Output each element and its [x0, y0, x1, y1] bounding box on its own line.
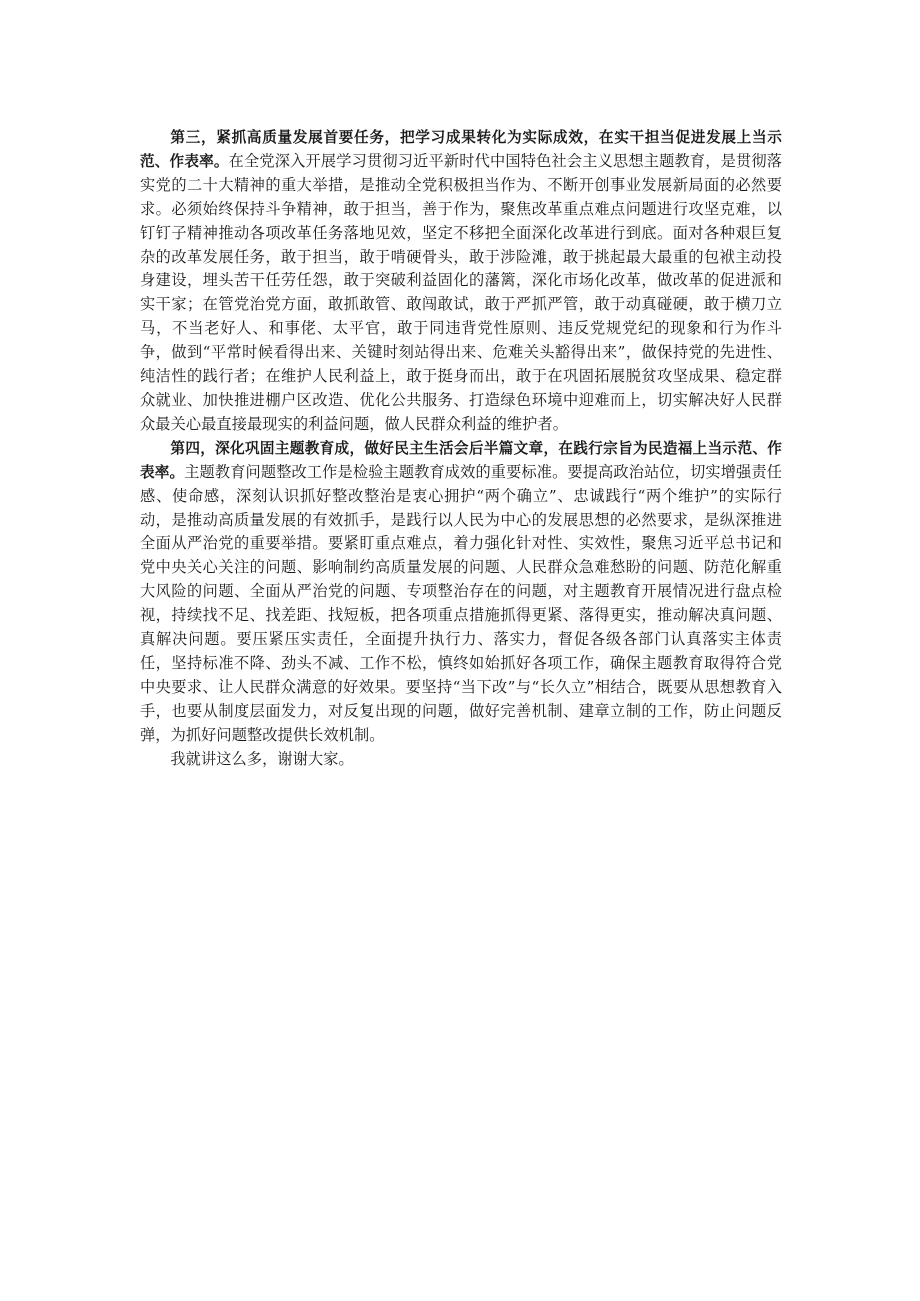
paragraph-body: 在全党深入开展学习贯彻习近平新时代中国特色社会主义思想主题教育，是贯彻落实党的二十大精神的重大举措，是推动全党积极担当作为、不断开创事业发展新局面的必然要求。必须始终保持斗争精神，敢于担当，善于作为，聚焦改革重点难点问题进行攻坚克难，以钉钉子精神推动各项改革任务落地见效，坚定不移把全面深化改革进行到底。面对各种艰巨复杂的改革发展任务，敢于担当，敢于啃硬骨头，敢于涉险滩，敢于挑起最大最重的包袱主动投身建设，埋头苦干任劳任怨，敢于突破利益固化的藩篱，深化市场化改革，做改革的促进派和实干家；在管党治党方面，敢抓敢管、敢闯敢试，敢于严抓严管，敢于动真碰硬，敢于横刀立马，不当老好人、和事佬、太平官，敢于同违背党性原则、违反党规党纪的现象和行为作斗争，做到“平常时候看得出来、关键时刻站得出来、危难关头豁得出来”，做保持党的先进性、纯洁性的践行者；在维护人民利益上，敢于挺身而出，敢于在巩固拓展脱贫攻坚成果、稳定群众就业、加快推进棚户区改造、优化公共服务、打造绿色环境中迎难而上，切实解决好人民群众最关心最直接最现实的利益问题，做人民群众利益的维护者。: [140, 151, 782, 433]
paragraph-body: 我就讲这么多，谢谢大家。: [170, 749, 354, 768]
document-page: [140, 126, 782, 771]
paragraph-fourth-point: [140, 437, 782, 748]
paragraph-body: 主题教育问题整改工作是检验主题教育成效的重要标准。要提高政治站位，切实增强责任感、使命感，深刻认识抓好整改整治是衷心拥护“两个确立”、忠诚践行“两个维护”的实际行动，是推动高质量发展的有效抓手，是践行以人民为中心的发展思想的必然要求，是纵深推进全面从严治党的重要举措。要紧盯重点难点，着力强化针对性、实效性，聚焦习近平总书记和党中央关心关注的问题、影响制约高质量发展的问题、人民群众急难愁盼的问题、防范化解重大风险的问题、全面从严治党的问题、专项整治存在的问题，对主题教育开展情况进行盘点检视，持续找不足、找差距、找短板，把各项重点措施抓得更紧、落得更实，推动解决真问题、真解决问题。要压紧压实责任，全面提升执行力、落实力，督促各级各部门认真落实主体责任，坚持标准不降、劲头不减、工作不松，慎终如始抓好各项工作，确保主题教育取得符合党中央要求、让人民群众满意的好效果。要坚持“当下改”与“长久立”相结合，既要从思想教育入手，也要从制度层面发力，对反复出现的问题，做好完善机制、建章立制的工作，防止问题反弹，为抓好问题整改提供长效机制。: [140, 462, 782, 744]
paragraph-heading: 第三，紧抓高质量发展首要任务，把学习成果转化为实际成效，在实干担当促进发展上当示范、作表率。: [140, 129, 782, 170]
paragraph-closing: [140, 748, 782, 772]
paragraph-heading: 第四，深化巩固主题教育成，做好民主生活会后半篇文章，在践行宗旨为民造福上当示范、作表率。: [140, 439, 782, 481]
paragraph-third-point: [140, 126, 782, 437]
